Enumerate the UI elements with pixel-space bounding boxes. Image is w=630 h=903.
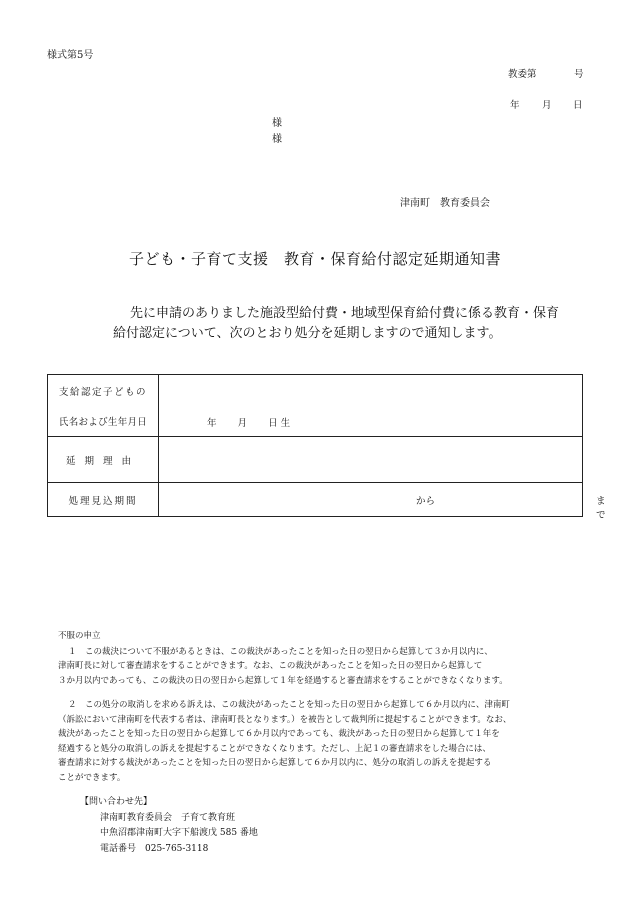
child-value-cell [159, 375, 583, 437]
period-to: まで [596, 496, 606, 521]
period-from: から [416, 496, 436, 507]
date-year: 年 [510, 100, 520, 111]
period-row [48, 483, 583, 517]
period-label: 処理見込期間 [68, 495, 138, 507]
appeal-p2-line-3: 裁決があったことを知った日の翌日から起算して６か月以内であっても、裁決があった日の翌日から起算して１年を [58, 729, 500, 739]
reason-value-cell [159, 437, 583, 483]
date-day: 日 [573, 100, 583, 111]
birth-month: 月 [237, 418, 248, 429]
reason-label: 延期理由 [65, 455, 140, 467]
date-month: 月 [542, 100, 552, 111]
info-table [47, 374, 606, 521]
reason-row [48, 437, 583, 483]
contact-section [80, 795, 258, 857]
issuer: 津南町 教育委員会 [400, 198, 490, 209]
contact-phone: 電話番号 025-765-3118 [100, 843, 209, 854]
appeal-p2-line-6: ことができます。 [58, 772, 126, 783]
appeal-p2-line-2: （訴訟において津南町を代表する者は、津南町長となります。）を被告として裁判所に提起することができます。なお、 [58, 714, 512, 725]
contact-office: 津南町教育委員会 子育て教育班 [100, 812, 236, 823]
appeal-heading: 不服の申立 [58, 631, 101, 641]
period-label-cell [48, 483, 159, 517]
document-number-label: 教委第 [508, 69, 537, 80]
appeal-p1-line-3: ３か月以内であっても、この裁決の日の翌日から起算して１年を経過すると審査請求をすることができなくなります。 [58, 675, 508, 686]
appeal-p2-line-4: 経過すると処分の取消しの訴えを提起することができなくなります。ただし、上記１の審査請求をした場合には、 [58, 743, 491, 754]
child-label-bottom: 氏名および生年月日 [58, 416, 148, 428]
child-label-cell [48, 375, 159, 437]
document-number-suffix: 号 [574, 69, 584, 80]
body-line-2: 給付認定について、次のとおり処分を延期しますので通知します。 [113, 326, 502, 341]
appeal-p1-line-1: １ この裁決について不服があるときは、この裁決があったことを知った日の翌日から起算して３か月以内に、 [68, 646, 493, 657]
appeal-p2-line-1: ２ この処分の取消しを求める訴えは、この裁決があったことを知った日の翌日から起算して６か月以内に、津南町 [68, 700, 510, 710]
child-label-top: 支給認定子どもの [58, 386, 147, 398]
appeal-section [58, 629, 511, 785]
form-number: 様式第5号 [47, 50, 94, 61]
child-row [48, 375, 583, 437]
contact-heading: 【問い合わせ先】 [80, 797, 153, 807]
appeal-p2-line-5: 審査請求に対する裁決があったことを知った日の翌日から起算して６か月以内に、処分の取消しの訴えを提起する [58, 758, 492, 768]
contact-address: 中魚沼郡津南町大字下船渡戊 585 番地 [100, 828, 258, 838]
body-line-1: 先に申請のありました施設型給付費・地域型保育給付費に係る教育・保育 [130, 306, 560, 321]
document-title: 子ども・子育て支援 教育・保育給付認定延期通知書 [128, 250, 501, 268]
reason-label-cell [48, 437, 159, 483]
addressee-1: 様 [272, 118, 282, 129]
birth-year: 年 [207, 418, 217, 429]
birth-day: 日 生 [268, 418, 291, 429]
addressee-2: 様 [272, 134, 282, 145]
period-value-cell [159, 483, 606, 521]
birth-date [159, 375, 582, 429]
appeal-p1-line-2: 津南町長に対して審査請求をすることができます。なお、この裁決があったことを知った日の翌日から起算して [58, 661, 483, 671]
